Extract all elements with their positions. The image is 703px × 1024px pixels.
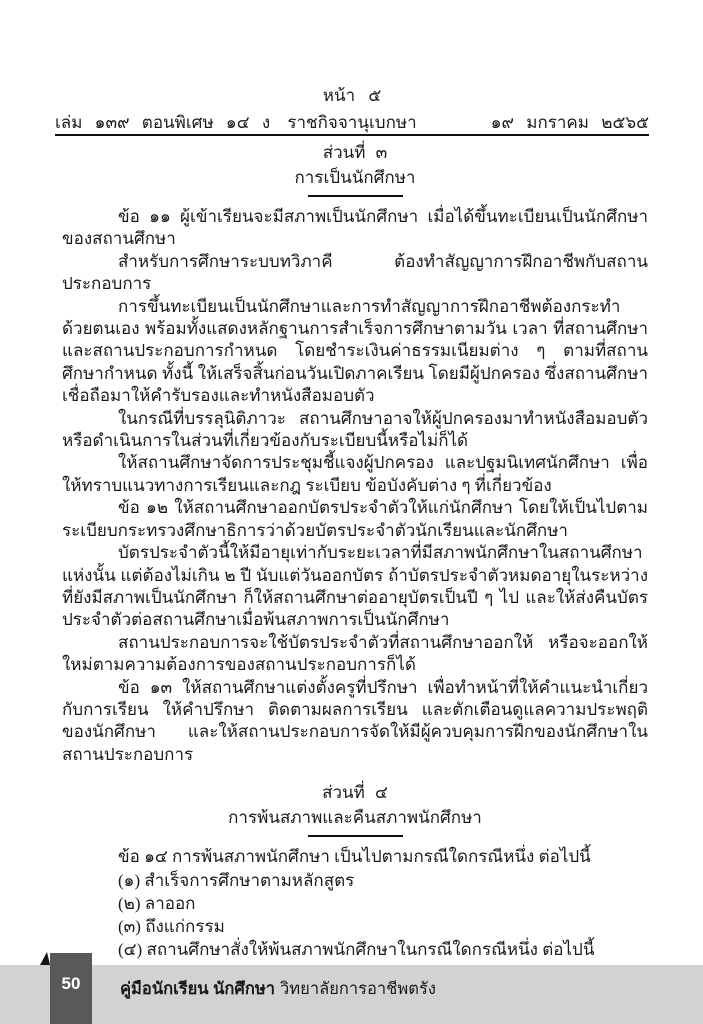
- list-item-2: (๒) ลาออก: [118, 893, 196, 913]
- body-paragraph-clause-13: ข้อ ๑๓ ให้สถานศึกษาแต่งตั้งครูที่ปรึกษา เพื่อทำหน้าที่ให้คำแนะนำเกี่ยวกับการเรียน ให้คำปรึกษา ติดตามผลการเรียน และตักเตือนดูแลความประพฤติของนักศึกษา และให้สถานประกอบการจัดให้มีผู้ควบคุมการฝึกของนักศึกษาในสถานประกอบการ: [62, 677, 648, 764]
- volume-issue-label: เล่ม ๑๓๙ ตอนพิเศษ ๑๔ ง: [55, 113, 271, 132]
- section-3-title: การเป็นนักศึกษา: [294, 168, 416, 187]
- page-number-label: หน้า ๕: [322, 86, 382, 105]
- handbook-title-college: วิทยาลัยการอาชีพตรัง: [280, 980, 436, 998]
- body-paragraph-clause-11: ข้อ ๑๑ ผู้เข้าเรียนจะมีสภาพเป็นนักศึกษา เมื่อได้ขึ้นทะเบียนเป็นนักศึกษาของสถานศึกษา: [62, 207, 648, 249]
- body-paragraph: ให้สถานศึกษาจัดการประชุมชี้แจงผู้ปกครอง และปฐมนิเทศนักศึกษา เพื่อให้ทราบแนวทางการเรียนและกฎ ระเบียบ ข้อบังคับต่าง ๆ ที่เกี่ยวข้อง: [62, 453, 648, 495]
- section-4-title: การพ้นสภาพและคืนสภาพนักศึกษา: [228, 808, 482, 828]
- issue-date-label: ๑๙ มกราคม ๒๕๖๕: [490, 113, 649, 132]
- list-item-1: (๑) สำเร็จการศึกษาตามหลักสูตร: [118, 870, 355, 890]
- body-paragraph: สถานประกอบการจะใช้บัตรประจำตัวที่สถานศึกษาออกให้ หรือจะออกให้ใหม่ตามความต้องการของสถานประกอบการก็ได้: [62, 632, 648, 675]
- footer-page-number: 50: [61, 974, 81, 993]
- section-divider: [308, 195, 403, 197]
- list-item-3: (๓) ถึงแก่กรรม: [118, 916, 225, 936]
- gazette-title: ราชกิจจานุเบกษา: [287, 113, 417, 132]
- handbook-title: [120, 976, 436, 1002]
- body-paragraph-clause-12: ข้อ ๑๒ ให้สถานศึกษาออกบัตรประจำตัวให้แก่นักศึกษา โดยให้เป็นไปตามระเบียบกระทรวงศึกษาธิการว่าด้วยบัตรประจำตัวนักเรียนและนักศึกษา: [62, 498, 648, 540]
- body-paragraph: ในกรณีที่บรรลุนิติภาวะ สถานศึกษาอาจให้ผู้ปกครองมาทำหนังสือมอบตัวหรือดำเนินการในส่วนที่เกี่ยวข้องกับระเบียบนี้หรือไม่ก็ได้: [62, 408, 648, 451]
- footer-page-number-tab: [50, 953, 92, 1024]
- body-paragraph-clause-14: ข้อ ๑๔ การพ้นสภาพนักศึกษา เป็นไปตามกรณีใดกรณีหนึ่ง ต่อไปนี้: [118, 847, 591, 867]
- page-corner-fold-icon: [40, 952, 50, 965]
- body-paragraph: การขึ้นทะเบียนเป็นนักศึกษาและการทำสัญญาการฝึกอาชีพต้องกระทำด้วยตนเอง พร้อมทั้งแสดงหลักฐานการสำเร็จการศึกษาตามวัน เวลา ที่สถานศึกษาและสถานประกอบการกำหนด โดยชำระเงินค่าธรรมเนียมต่าง ๆ ตามที่สถานศึกษากำหนด ทั้งนี้ ให้เสร็จสิ้นก่อนวันเปิดภาคเรียน โดยมีผู้ปกครอง ซึ่งสถานศึกษาเชื่อถือมาให้คำรับรองและทำหนังสือมอบตัว: [62, 296, 648, 406]
- section-3-part-label: ส่วนที่ ๓: [322, 143, 388, 162]
- body-paragraph: บัตรประจำตัวนี้ให้มีอายุเท่ากับระยะเวลาที่มีสภาพนักศึกษาในสถานศึกษาแห่งนั้น แต่ต้องไม่เกิน ๒ ปี นับแต่วันออกบัตร ถ้าบัตรประจำตัวหมดอายุในระหว่างที่ยังมีสภาพเป็นนักศึกษา ก็ให้สถานศึกษาต่ออายุบัตรเป็นปี ๆ ไป และให้ส่งคืนบัตรประจำตัวต่อสถานศึกษาเมื่อพ้นสภาพการเป็นนักศึกษา: [62, 543, 648, 630]
- gazette-header-row: [55, 109, 649, 131]
- section-4-heading: [62, 780, 648, 837]
- section-3-heading: [62, 140, 648, 197]
- handbook-title-main: คู่มือนักเรียน นักศึกษา: [120, 980, 276, 998]
- section-divider: [308, 835, 403, 837]
- list-item-4: (๔) สถานศึกษาสั่งให้พ้นสภาพนักศึกษาในกรณีใดกรณีหนึ่ง ต่อไปนี้: [118, 939, 595, 959]
- gazette-header: [55, 85, 649, 144]
- body-paragraph: สำหรับการศึกษาระบบทวิภาคี ต้องทำสัญญาการฝึกอาชีพกับสถานประกอบการ: [62, 251, 648, 294]
- section-4-part-label: ส่วนที่ ๔: [322, 783, 388, 803]
- document-body: [62, 140, 648, 961]
